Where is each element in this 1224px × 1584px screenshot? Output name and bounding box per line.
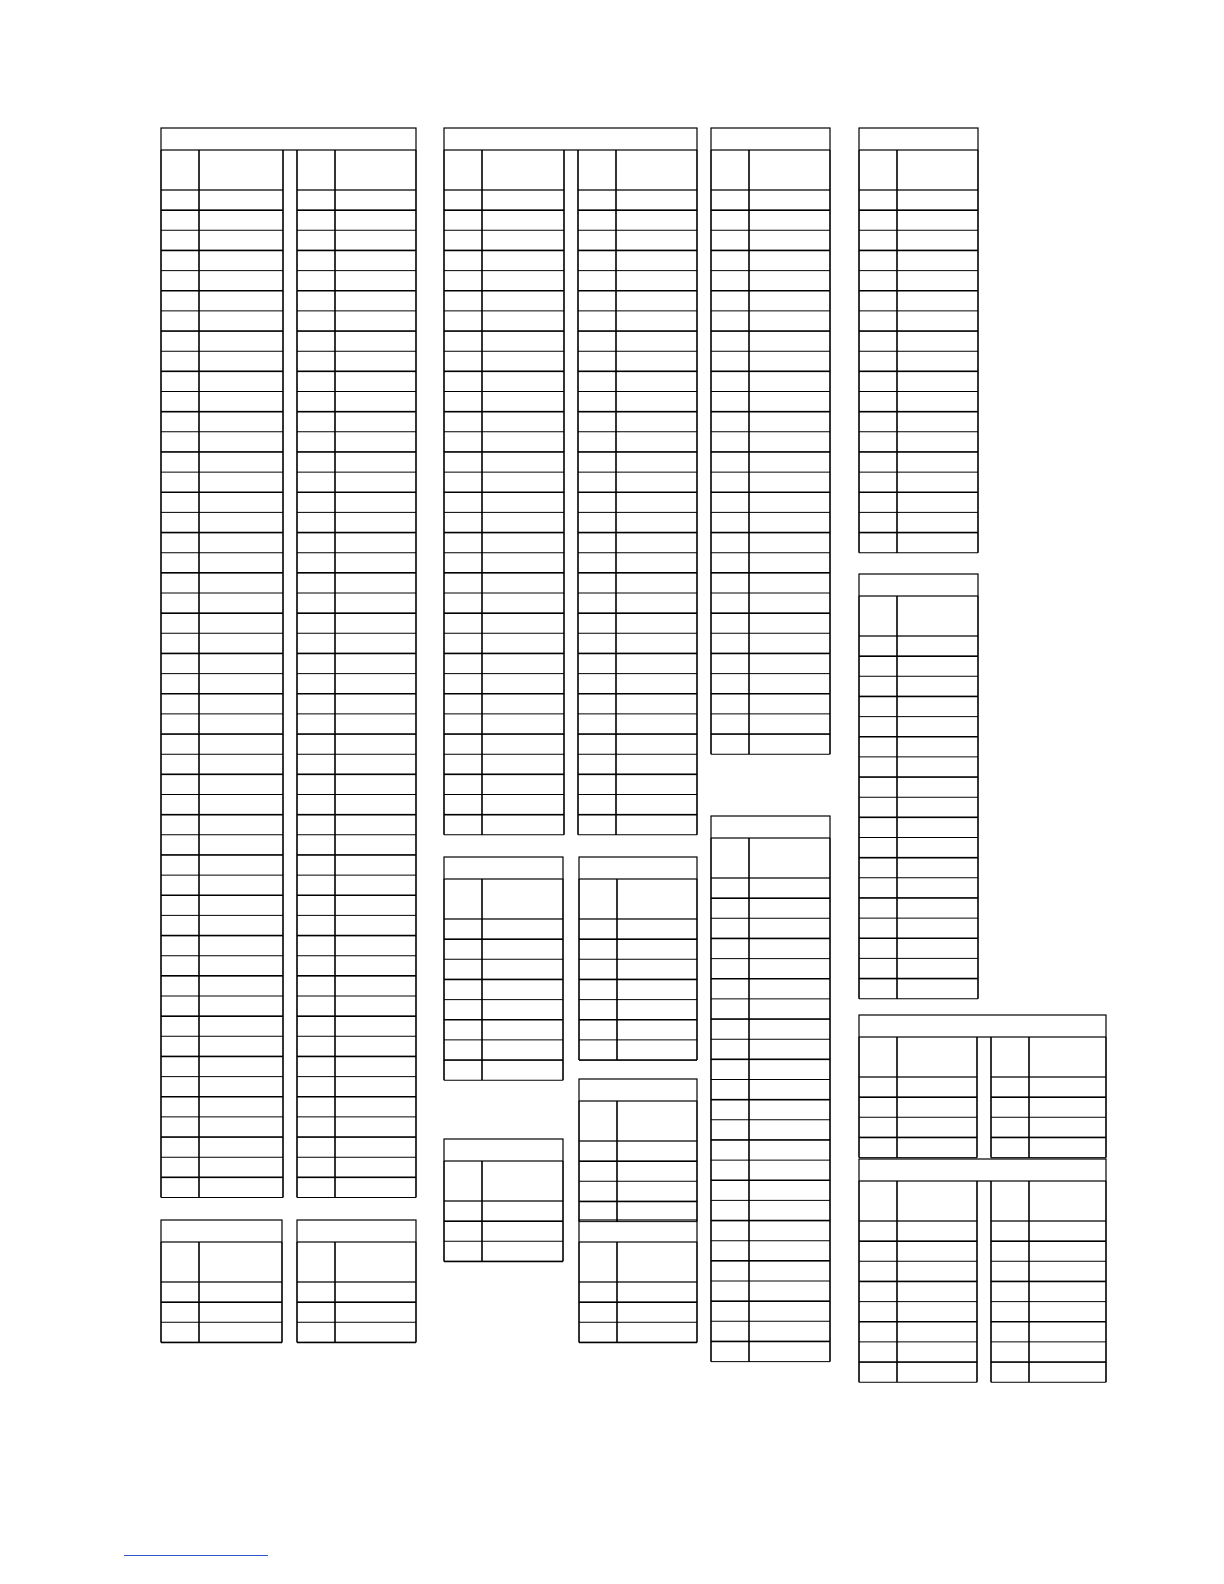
table-title-band — [579, 857, 697, 879]
table-title-band — [579, 1220, 697, 1242]
table-title-band — [161, 1220, 282, 1242]
table-title-band — [579, 1079, 697, 1101]
table-title-band — [859, 1159, 1106, 1181]
table-n-right-pair-small — [859, 1015, 1106, 1158]
table-title-band — [859, 1015, 1106, 1037]
table-b-center-pair — [444, 128, 697, 835]
table-title-band — [711, 816, 830, 838]
table-title-band — [859, 128, 978, 150]
table-e-bottom-left-1 — [161, 1220, 282, 1342]
table-title-band — [161, 128, 416, 150]
table-title-band — [444, 857, 563, 879]
table-d-col4-top — [859, 128, 978, 553]
table-a-left-pair — [161, 128, 416, 1198]
table-title-band — [297, 1220, 416, 1242]
footer-rule — [124, 1555, 268, 1556]
table-g-center-lower-left — [444, 857, 563, 1080]
table-title-band — [711, 128, 830, 150]
table-o-right-pair-large — [859, 1159, 1106, 1382]
table-i-center-small-left — [444, 1139, 563, 1261]
table-h-center-lower-right — [579, 857, 697, 1060]
table-title-band — [444, 1139, 563, 1161]
table-title-band — [859, 574, 978, 596]
table-j-center-small-right — [579, 1079, 697, 1222]
table-m-col4-middle — [859, 574, 978, 999]
table-f-bottom-left-2 — [297, 1220, 416, 1342]
table-title-band — [444, 128, 697, 150]
table-l-col3-lower — [711, 816, 830, 1362]
table-c-col3-top — [711, 128, 830, 754]
table-k-center-bottom-right — [579, 1220, 697, 1342]
